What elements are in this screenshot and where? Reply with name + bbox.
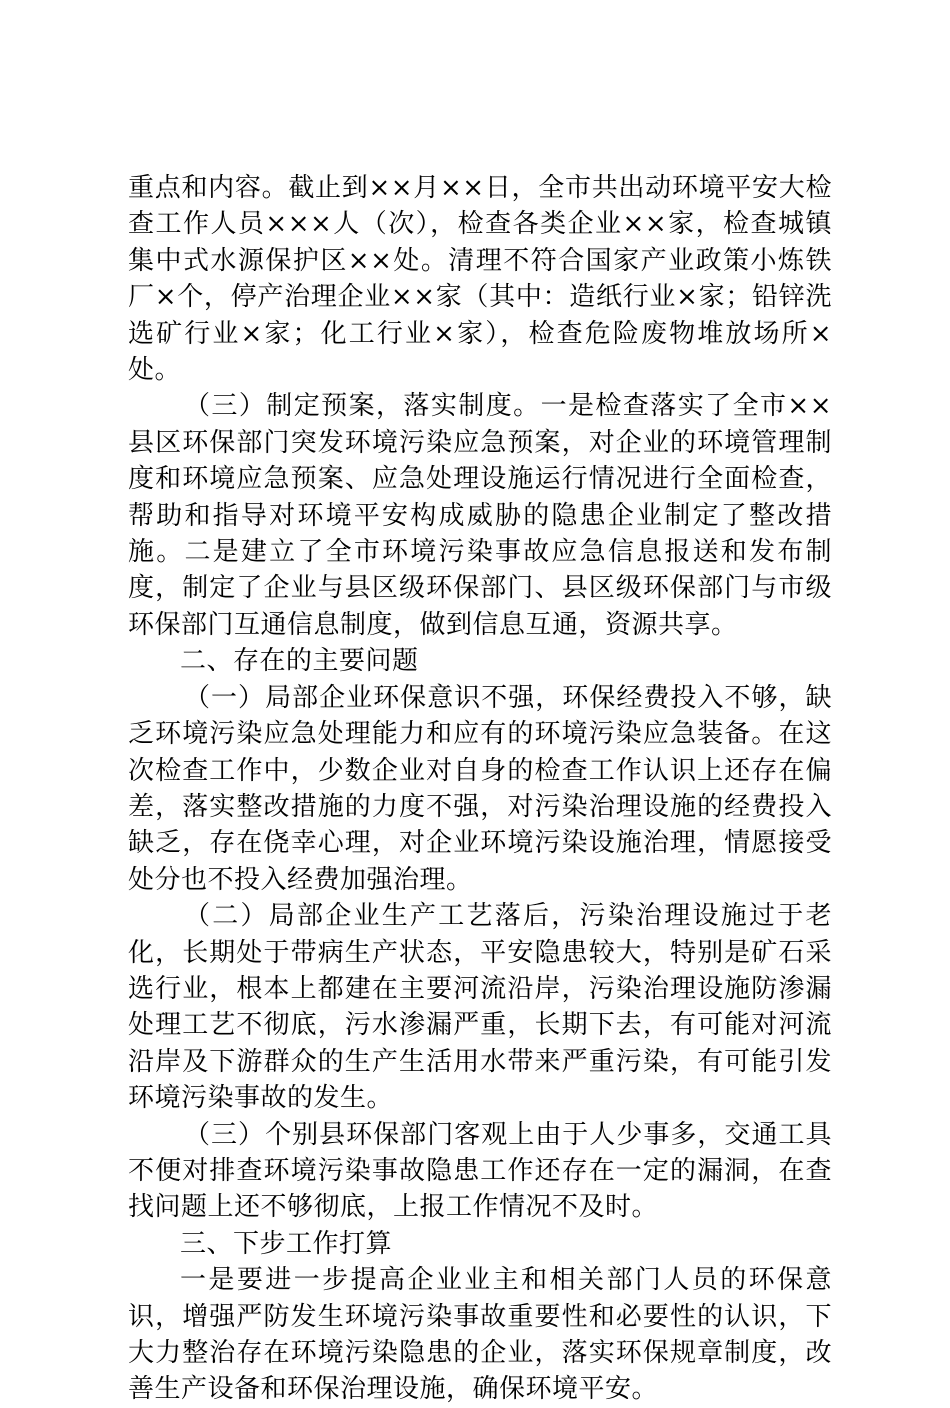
paragraph-plans-and-systems: （三）制定预案，落实制度。一是检查落实了全市××县区环保部门突发环境污染应急预案，对企业的环境管理制度和环境应急预案、应急处理设施运行情况进行全面检查，帮助和指导对环境平安构成威胁的隐患企业制定了整改措施。二是建立了全市环境污染事故应急信息报送和发布制度，制定了企业与县区级环保部门、县区级环保部门与市级环保部门互通信息制度，做到信息互通，资源共享。 — [128, 391, 832, 640]
paragraph-problem-outdated-processes: （二）局部企业生产工艺落后，污染治理设施过于老化，长期处于带病生产状态，平安隐患较大，特别是矿石采选行业，根本上都建在主要河流沿岸，污染治理设施防渗漏处理工艺不彻底，污水渗漏严重，长期下去，有可能对河流沿岸及下游群众的生产生活用水带来严重污染，有可能引发环境污染事故的发生。 — [128, 901, 832, 1114]
paragraph-problem-awareness: （一）局部企业环保意识不强，环保经费投入不够，缺乏环境污染应急处理能力和应有的环境污染应急装备。在这次检查工作中，少数企业对自身的检查工作认识上还存在偏差，落实整改措施的力度不强，对污染治理设施的经费投入缺乏，存在侥幸心理，对企业环境污染设施治理，情愿接受处分也不投入经费加强治理。 — [128, 682, 832, 895]
section-heading-next-steps: 三、下步工作打算 — [180, 1228, 393, 1259]
paragraph-problem-county-departments: （三）个别县环保部门客观上由于人少事多，交通工具不便对排查环境污染事故隐患工作还存在一定的漏洞，在查找问题上还不够彻底，上报工作情况不及时。 — [128, 1119, 832, 1223]
paragraph-next-steps-plan: 一是要进一步提高企业业主和相关部门人员的环保意识，增强严防发生环境污染事故重要性和必要性的认识，下大力整治存在环境污染隐患的企业，落实环保规章制度，改善生产设备和环保治理设施，确保环境平安。 — [128, 1265, 832, 1405]
document-page — [128, 170, 832, 1408]
paragraph-inspection-results: 重点和内容。截止到××月××日，全市共出动环境平安大检查工作人员×××人（次），检查各类企业××家，检查城镇集中式水源保护区××处。清理不符合国家产业政策小炼铁厂×个，停产治理企业××家（其中：造纸行业×家；铅锌洗选矿行业×家；化工行业×家），检查危险废物堆放场所×处。 — [128, 173, 832, 386]
section-heading-main-problems: 二、存在的主要问题 — [180, 646, 419, 677]
